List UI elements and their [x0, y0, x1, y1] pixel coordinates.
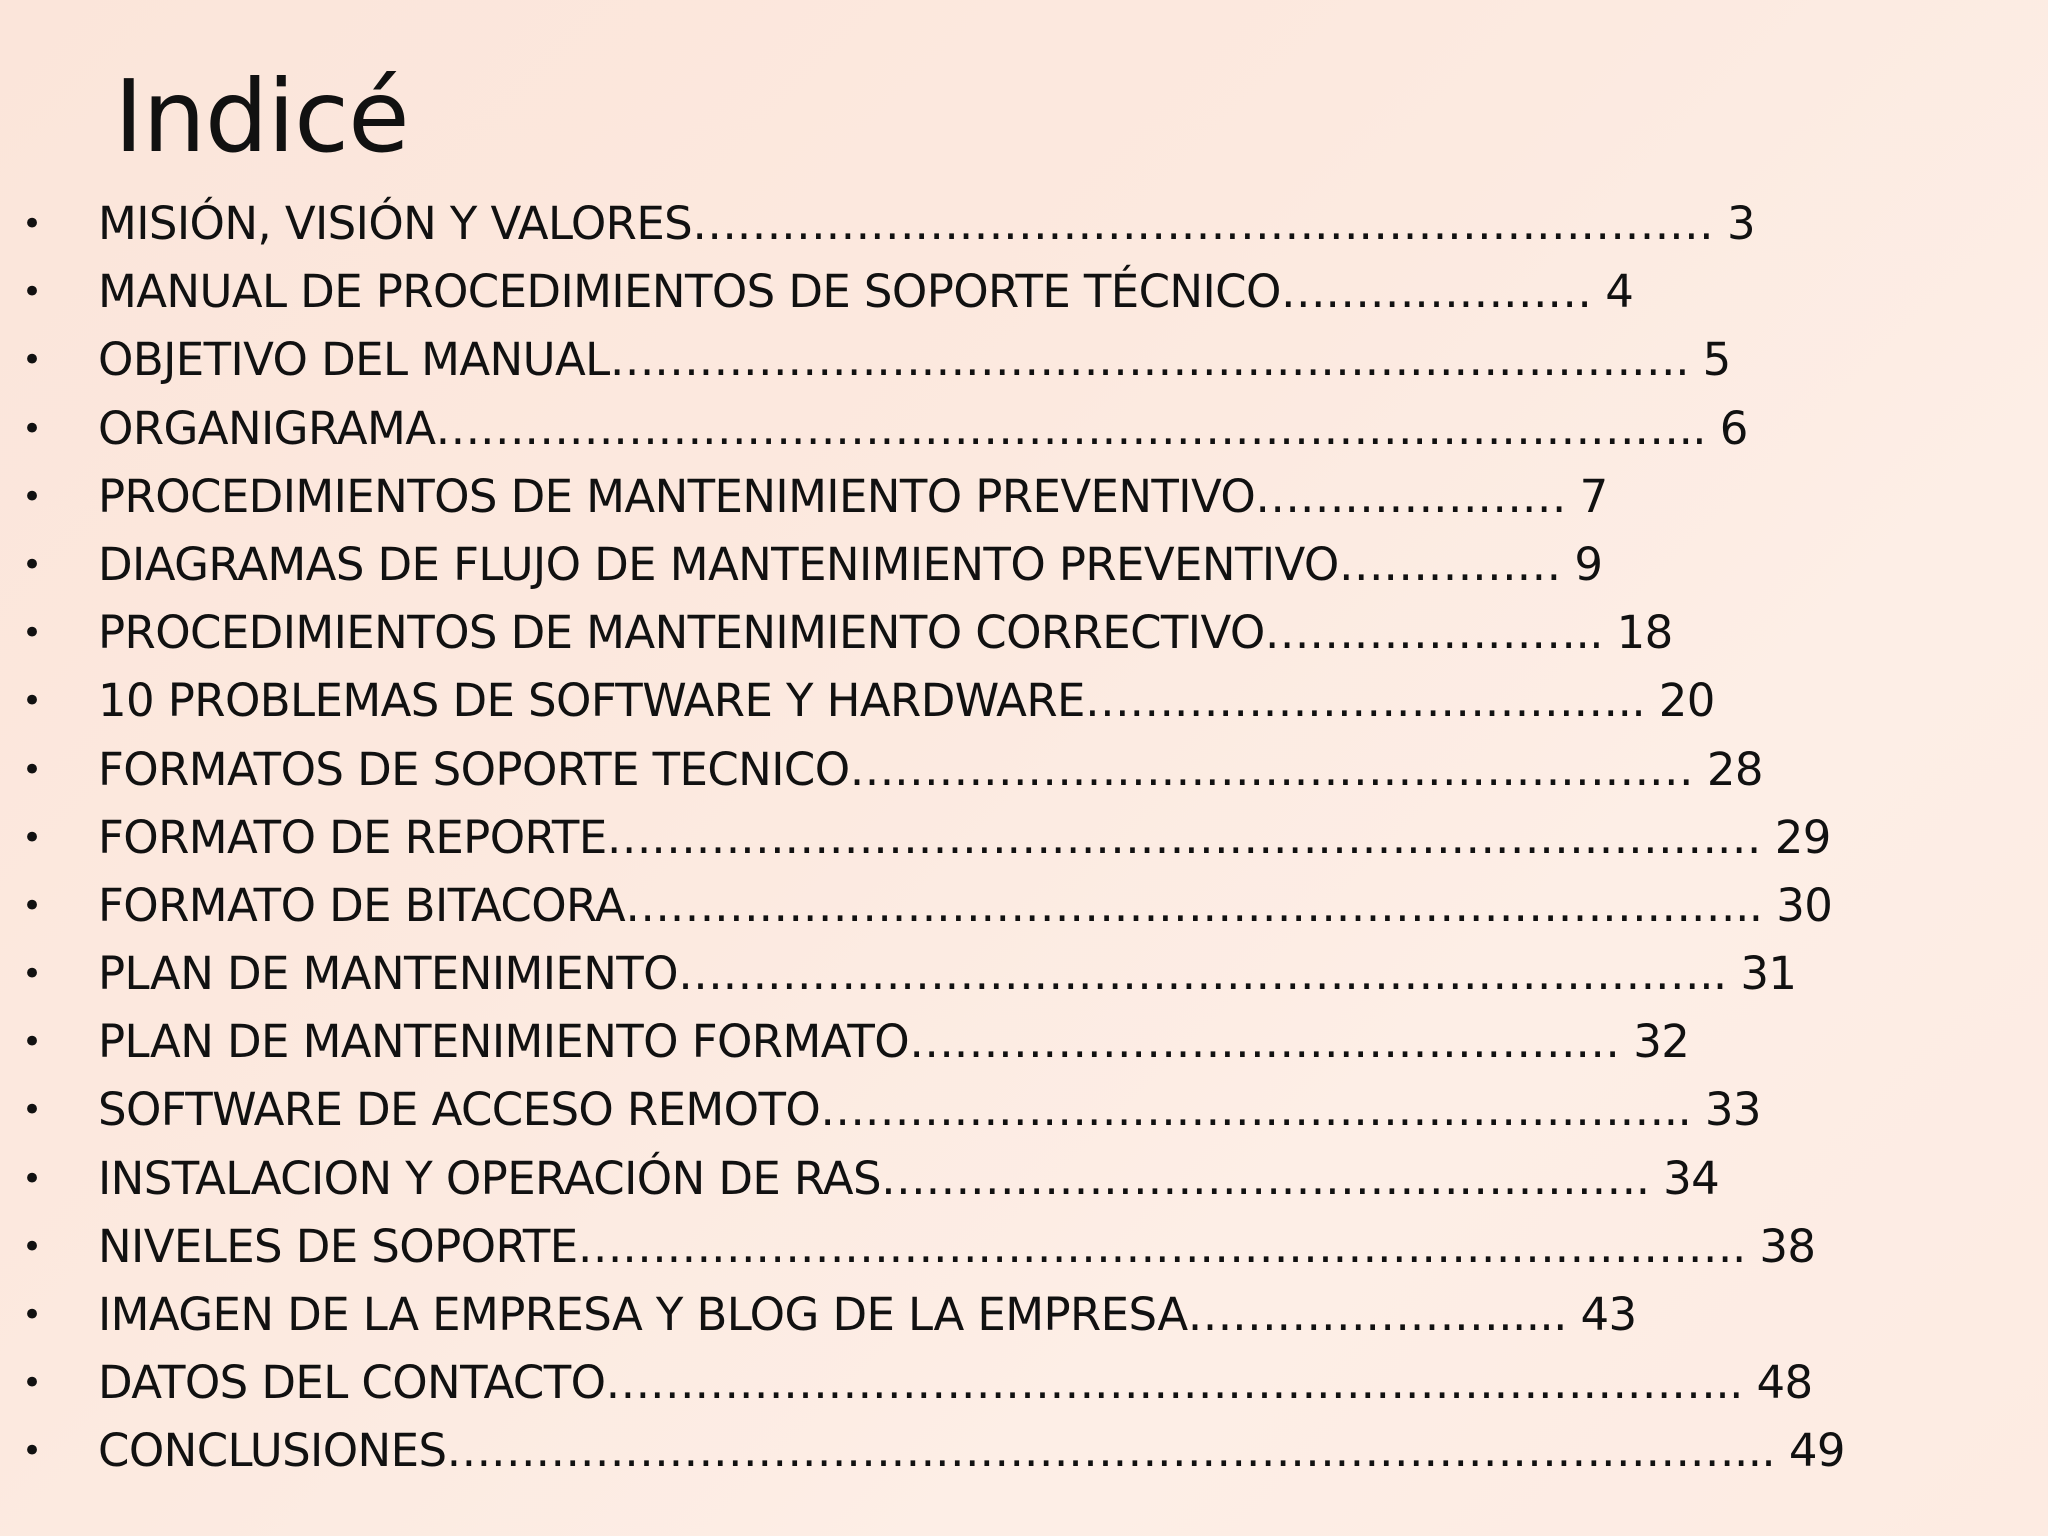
- bullet-icon: •: [22, 1226, 42, 1267]
- toc-entry-text: PLAN DE MANTENIMIENTO…………………………………………………………….. 31: [98, 947, 1797, 1001]
- bullet-icon: •: [22, 817, 42, 858]
- bullet-icon: •: [22, 1158, 42, 1199]
- bullet-icon: •: [22, 1363, 42, 1404]
- bullet-icon: •: [22, 1022, 42, 1063]
- toc-entry-text: PROCEDIMIENTOS DE MANTENIMIENTO PREVENTIVO………………… 7: [98, 469, 1608, 523]
- bullet-icon: •: [22, 749, 42, 790]
- bullet-icon: •: [22, 544, 42, 585]
- toc-entry-text: DIAGRAMAS DE FLUJO DE MANTENIMIENTO PREVENTIVO…………… 9: [98, 537, 1603, 591]
- bullet-icon: •: [22, 1295, 42, 1335]
- toc-entry-text: OBJETIVO DEL MANUAL………………………………………………………………. 5: [98, 333, 1731, 387]
- toc-entry-text: PROCEDIMIENTOS DE MANTENIMIENTO CORRECTIVO………………….. 18: [98, 606, 1673, 660]
- bullet-icon: •: [22, 408, 42, 449]
- toc-entry-text: INSTALACION Y OPERACIÓN DE RAS……………………………………………. 34: [98, 1151, 1720, 1205]
- toc-entry-text: FORMATO DE REPORTE…………………………………………………………………… 29: [98, 810, 1831, 864]
- bullet-icon: •: [22, 1090, 42, 1131]
- toc-entry-text: ORGANIGRAMA………………………………………………………………………….. 6: [98, 401, 1748, 455]
- toc-entry-text: MANUAL DE PROCEDIMIENTOS DE SOPORTE TÉCNICO………………… 4: [98, 265, 1634, 319]
- bullet-icon: •: [22, 272, 42, 313]
- toc-entry-text: MISIÓN, VISIÓN Y VALORES…………………………………………………………… 3: [98, 197, 1756, 250]
- bullet-icon: •: [22, 1431, 42, 1472]
- bullet-icon: •: [22, 954, 42, 995]
- page-title: Indicé: [114, 58, 409, 175]
- bullet-icon: •: [22, 476, 42, 517]
- toc-entry-text: DATOS DEL CONTACTO………………………………………………………………….. 48: [98, 1356, 1813, 1410]
- bullet-icon: •: [22, 681, 42, 722]
- toc-entry-text: SOFTWARE DE ACCESO REMOTO………………………………………………….. 33: [98, 1083, 1761, 1137]
- toc-entry-text: 10 PROBLEMAS DE SOFTWARE Y HARDWARE……………………………….. 20: [98, 674, 1715, 728]
- bullet-icon: •: [22, 613, 42, 654]
- bullet-icon: •: [22, 340, 42, 381]
- toc-entry-text: FORMATOS DE SOPORTE TECNICO………………………………………………… 28: [98, 742, 1763, 796]
- toc-entry-text: PLAN DE MANTENIMIENTO FORMATO………………………………………… 32: [98, 1015, 1690, 1069]
- toc-entry-text: CONCLUSIONES……………………………………………………………………………... 49: [98, 1424, 1845, 1478]
- bullet-icon: •: [22, 885, 42, 926]
- bullet-icon: •: [22, 204, 42, 244]
- toc-entry-text: IMAGEN DE LA EMPRESA Y BLOG DE LA EMPRESA…………………..... 43: [98, 1288, 1637, 1341]
- toc-entry-text: FORMATO DE BITACORA………………………………………………………………….. 30: [98, 878, 1833, 932]
- toc-entry-text: NIVELES DE SOPORTE……………………………………………………………………. 38: [98, 1219, 1816, 1273]
